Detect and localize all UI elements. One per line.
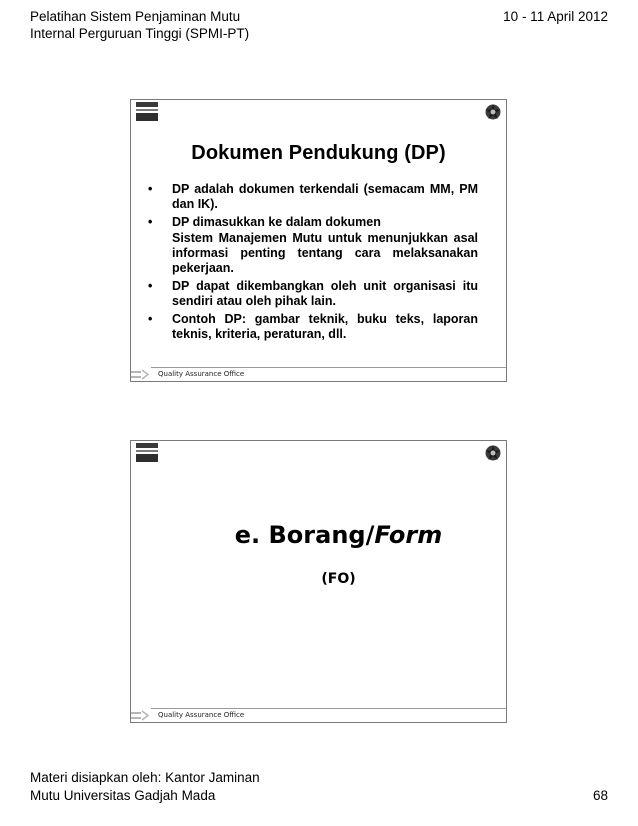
slide-corner-decoration: [136, 113, 158, 121]
list-item: [145, 279, 478, 309]
qa-logo-icon: [131, 368, 151, 381]
header-title-line2: Internal Perguruan Tinggi (SPMI-PT): [30, 26, 250, 41]
slide-corner-decoration: [136, 102, 158, 107]
footer-label: Quality Assurance Office: [158, 711, 245, 719]
slide-corner-decoration: [136, 450, 158, 452]
slide-borang-form: [130, 440, 507, 723]
page-footer-left: [30, 769, 260, 805]
footer-divider: [151, 367, 506, 368]
slide-corner-decoration: [136, 454, 158, 462]
page-number: 68: [592, 788, 608, 803]
bullet-list: [145, 182, 478, 345]
bullet-marker: •: [148, 279, 153, 293]
header-title-line1: Pelatihan Sistem Penjaminan Mutu: [30, 9, 241, 24]
slide-title: [131, 521, 506, 549]
slide-subtitle: (FO): [321, 571, 356, 587]
header-date: 10 - 11 April 2012: [503, 9, 608, 24]
footer-credit-line1: Materi disiapkan oleh: Kantor Jaminan: [30, 770, 260, 785]
slide-dokumen-pendukung: [130, 99, 507, 382]
bullet-continuation-text: Sistem Manajemen Mutu untuk menunjukkan asal informasi penting tentang cara melaksanakan pekerjaan.: [172, 231, 478, 275]
bullet-text: DP dimasukkan ke dalam dokumen: [172, 215, 381, 229]
list-item: [145, 312, 478, 342]
title-prefix: e. Borang/: [234, 521, 375, 549]
footer-credit-line2: Mutu Universitas Gadjah Mada: [30, 788, 216, 803]
slide-corner-decoration: [136, 443, 158, 448]
list-item: [145, 215, 478, 230]
bullet-marker: •: [148, 215, 153, 229]
title-italic: Form: [374, 521, 443, 549]
footer-label: Quality Assurance Office: [158, 370, 245, 378]
list-item: [145, 182, 478, 212]
ugm-emblem-icon: [484, 444, 502, 462]
bullet-marker: •: [148, 312, 153, 326]
ugm-emblem-icon: [484, 103, 502, 121]
footer-divider: [151, 708, 506, 709]
page-header-left: [30, 8, 249, 42]
qa-logo-icon: [131, 709, 151, 722]
list-item-continuation: [145, 231, 478, 276]
slide-title: Dokumen Pendukung (DP): [191, 142, 446, 164]
bullet-text: Contoh DP: gambar teknik, buku teks, laporan teknis, kriteria, peraturan, dll.: [172, 312, 478, 341]
bullet-text: DP adalah dokumen terkendali (semacam MM, PM dan IK).: [172, 182, 478, 211]
bullet-text: DP dapat dikembangkan oleh unit organisasi itu sendiri atau oleh pihak lain.: [172, 279, 478, 308]
bullet-marker: •: [148, 182, 153, 196]
slide-footer: [131, 708, 506, 722]
slide-footer: [131, 367, 506, 381]
slide-corner-decoration: [136, 109, 158, 111]
